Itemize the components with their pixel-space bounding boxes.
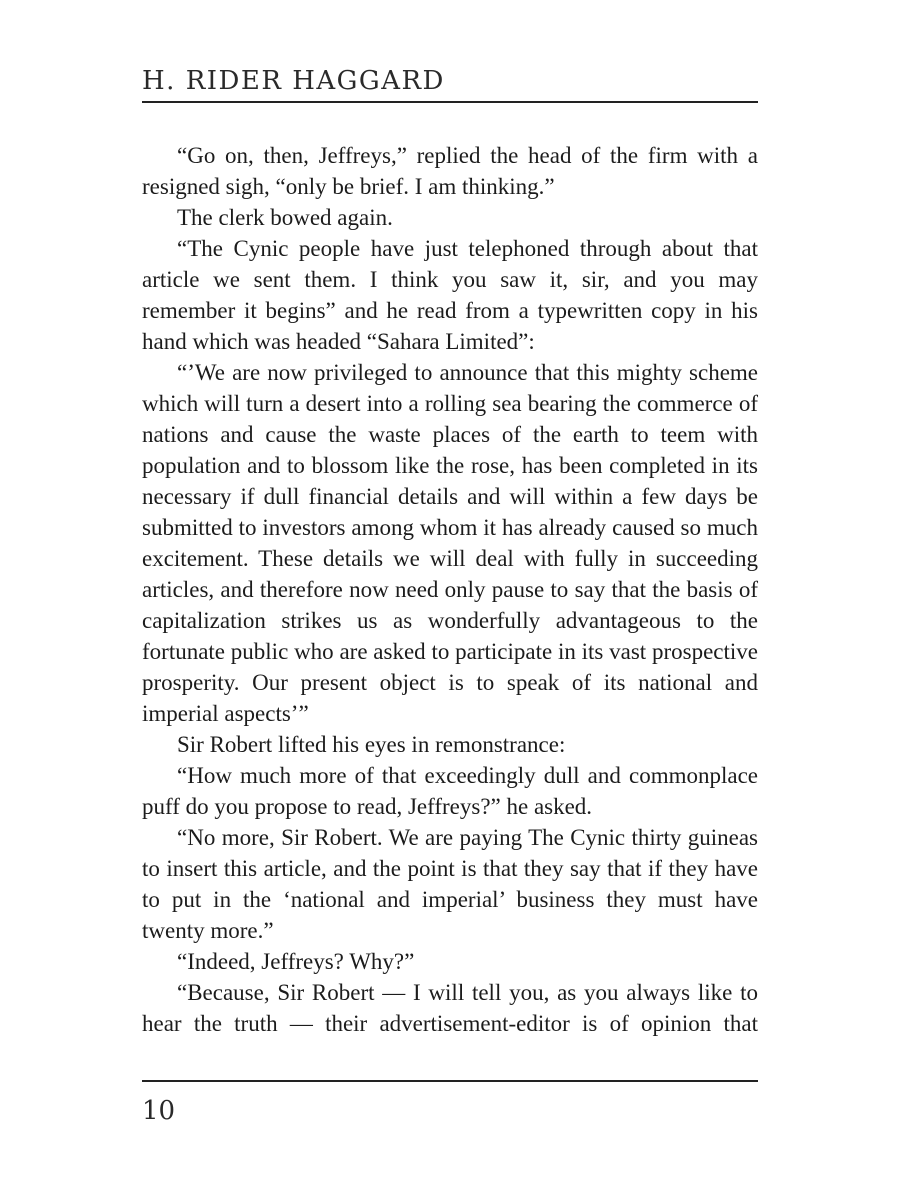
paragraph: “The Cynic people have just telephoned through about that article we sent them. I think you saw it, sir, and you may remember it begins” and he read from a typewritten copy in his hand which was headed “Sahara Limited”: — [142, 236, 758, 354]
header-rule — [142, 101, 758, 103]
paragraph: “Go on, then, Jeffreys,” replied the head of the firm with a resigned sigh, “only be brief. I am thinking.” — [142, 143, 758, 199]
paragraph: Sir Robert lifted his eyes in remonstrance: — [177, 732, 566, 757]
paragraph: “How much more of that exceedingly dull and commonplace puff do you propose to read, Jeffreys?” he asked. — [142, 763, 758, 819]
paragraph: “’We are now privileged to announce that this mighty scheme which will turn a desert into a rolling sea bearing the commerce of nations and cause the waste places of the earth to teem with population and to blossom like the rose, has been completed in its necessary if dull financial details and will within a few days be submitted to investors among whom it has already caused so much excitement. These details we will deal with fully in succeeding articles, and therefore now need only pause to say that the basis of capitalization strikes us as wonderfully advantageous to the fortunate public who are asked to participate in its vast prospective prosperity. Our present object is to speak of its national and imperial aspects’” — [142, 360, 758, 726]
footer-rule — [142, 1080, 758, 1082]
paragraph: “Indeed, Jeffreys? Why?” — [177, 949, 415, 974]
paragraph: The clerk bowed again. — [177, 205, 393, 230]
running-head: H. RIDER HAGGARD — [142, 66, 445, 96]
paragraph: “No more, Sir Robert. We are paying The Cynic thirty guineas to insert this article, and the point is that they say that if they have to put in the ‘national and imperial’ business they must have twenty more.” — [142, 825, 758, 943]
page-number: 10 — [142, 1096, 176, 1126]
paragraph: “Because, Sir Robert — I will tell you, as you always like to hear the truth — their advertisement-editor is of opinion that — [142, 980, 758, 1036]
body-text — [142, 140, 758, 1039]
